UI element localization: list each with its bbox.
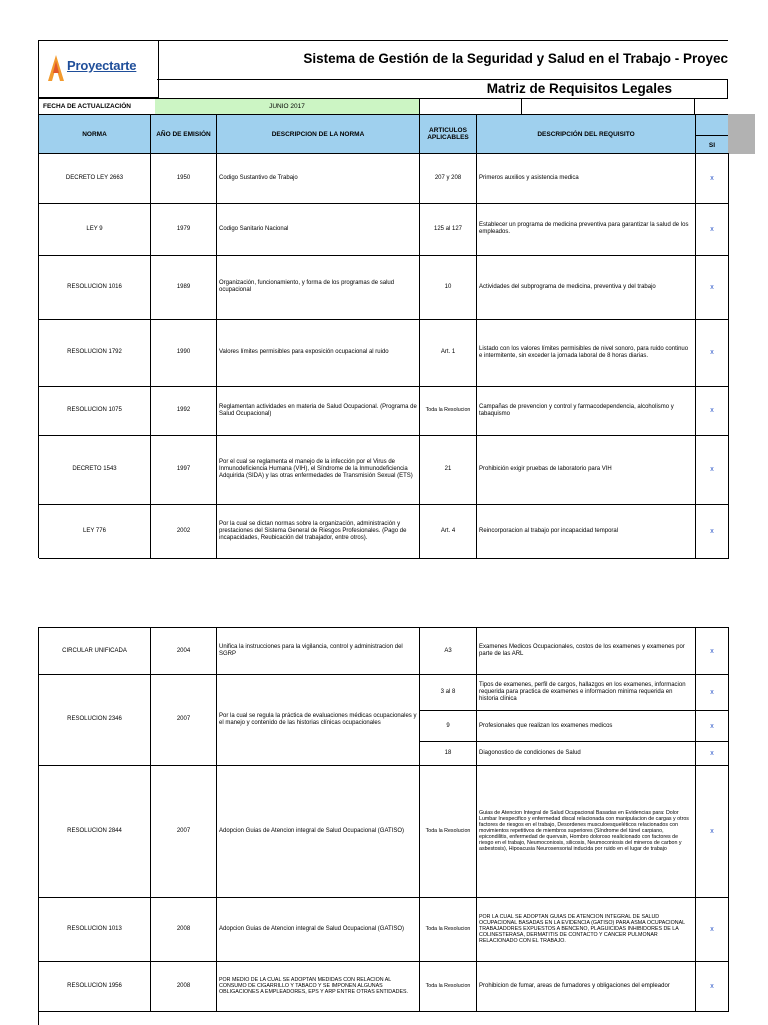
si-cell: x [696, 711, 729, 742]
si-subheader-line [696, 135, 728, 136]
proyectarte-logo-icon [45, 53, 67, 83]
requisito-cell: Campañas de prevencion y control y farmacodependencia, alcoholismo y tabaquismo [477, 386, 696, 435]
anio-cell: 2008 [151, 897, 217, 961]
norma-cell: LEY 776 [39, 504, 151, 558]
norma-cell: DECRETO LEY 2663 [39, 153, 151, 203]
requisito-cell: Tipos de examenes, perfil de cargos, hallazgos en los examenes, informacion requerida para practica de examenes e informacion minima requerida en historia clinica [477, 674, 696, 711]
norma-cell: CIRCULAR UNIFICADA [39, 628, 151, 674]
articulos-cell: 125 al 127 [420, 203, 477, 255]
anio-cell: 1950 [151, 153, 217, 203]
sheet-scroll-tab [728, 114, 755, 154]
articulos-cell: A3 [420, 628, 477, 674]
divider [521, 99, 522, 114]
articulos-cell: Toda la Resolucion [420, 386, 477, 435]
descripcion-cell: Codigo Sustantivo de Trabajo [217, 153, 420, 203]
descripcion-cell: Por el cual se reglamenta el manejo de la infección por el Virus de Inmunodeficiencia Humana (VIH), el Síndrome de la Inmunodeficiencia Adquirida (SIDA) y las otras enfermedades de Transmisión Sexual (ETS) [217, 435, 420, 504]
norma-cell: RESOLUCION 2346 [39, 674, 151, 765]
norma-cell: DECRETO 1543 [39, 435, 151, 504]
descripcion-cell: Adopcion Guias de Atencion integral de Salud Ocupacional (GATISO) [217, 765, 420, 897]
requisito-cell: Primeros auxilios y asistencia medica [477, 153, 696, 203]
si-cell: x [696, 961, 729, 1011]
table-row [39, 765, 729, 898]
articulos-cell: 21 [420, 435, 477, 504]
norma-cell: RESOLUCION 1075 [39, 386, 151, 435]
si-cell: x [696, 319, 729, 386]
document-subtitle: Matriz de Requisitos Legales [486, 81, 672, 96]
requisito-cell: Reincorporacion al trabajo por incapacidad temporal [477, 504, 696, 558]
descripcion-cell: Codigo Sanitario Nacional [217, 203, 420, 255]
descripcion-cell: Adopcion Guias de Atencion integral de Salud Ocupacional (GATISO) [217, 897, 420, 961]
anio-cell: 1979 [151, 203, 217, 255]
document-title: Sistema de Gestión de la Seguridad y Salud en el Trabajo - Proyec [303, 51, 728, 66]
table-row [39, 897, 729, 962]
requisito-cell: POR LA CUAL SE ADOPTAN GUIAS DE ATENCION INTEGRAL DE SALUD OCUPACIONAL BASADAS EN LA EVIDENCIA (GATISO) PARA ASMA OCUPACIONAL TRABAJADORES EXPUESTOS A BENCENO, PLAGUICIDAS INHIBIDORES DE LA COLINESTERASA, DERMATITIS DE CONTACTO Y CANCER PULMONAR RELACIONADO CON EL TRABAJO. [477, 897, 696, 961]
logo-cell [38, 41, 159, 98]
articulos-cell: Art. 1 [420, 319, 477, 386]
articulos-cell: 207 y 208 [420, 153, 477, 203]
norma-cell: RESOLUCION 1016 [39, 255, 151, 319]
norma-cell: RESOLUCION 1013 [39, 897, 151, 961]
articulos-cell: Toda la Resolucion [420, 765, 477, 897]
table-row [39, 504, 729, 559]
descripcion-cell: POR MEDIO DE LA CUAL SE ADOPTAN MEDIDAS CON RELACION AL CONSUMO DE CIGARRILLO Y TABACO Y SE IMPONEN ALGUNAS OBLIGACIONES A EMPLEADORES, EPS Y ARP ENTRE OTRAS ENTIDADES. [217, 961, 420, 1011]
anio-cell: 2002 [151, 504, 217, 558]
articulos-cell: 3 al 8 [420, 674, 477, 711]
col-norma: NORMA [38, 115, 151, 153]
requirements-table-part2 [38, 627, 729, 1025]
update-date-value: JUNIO 2017 [155, 99, 420, 114]
si-cell: x [696, 674, 729, 711]
anio-cell: 2008 [151, 961, 217, 1011]
table-row [39, 674, 729, 766]
table-row [39, 319, 729, 387]
update-date-row [38, 98, 728, 115]
si-cell: x [696, 435, 729, 504]
requirements-table-part1 [38, 153, 729, 558]
anio-cell: 2007 [151, 674, 217, 765]
col-articulos: ARTICULOS APLICABLES [420, 115, 477, 153]
requisito-cell: Prohibición exigir pruebas de laboratorio para VIH [477, 435, 696, 504]
requisito-cell: Diagonostico de condiciones de Salud [477, 742, 696, 765]
norma-cell: RESOLUCION 1956 [39, 961, 151, 1011]
descripcion-cell: Unifica la instrucciones para la vigilancia, control y administracion del SGRP [217, 628, 420, 674]
norma-cell: LEY 9 [39, 203, 151, 255]
si-cell: x [696, 153, 729, 203]
title-divider [157, 79, 728, 80]
document-header [38, 40, 728, 99]
articulos-cell: Art. 4 [420, 504, 477, 558]
anio-cell: 1989 [151, 255, 217, 319]
table-row [39, 961, 729, 1012]
col-descripcion: DESCRIPCION DE LA NORMA [217, 115, 420, 153]
table-row [39, 628, 729, 675]
si-cell: x [696, 504, 729, 558]
table-header [38, 114, 728, 154]
descripcion-cell: Por la cual se regula la práctica de evaluaciones médicas ocupacionales y el manejo y contenido de las historias clínicas ocupacionales [217, 674, 420, 765]
header-right-border [727, 79, 728, 99]
articulos-cell: 9 [420, 711, 477, 742]
requisito-cell: Prohibicion de fumar, areas de fumadores y obligaciones del empleador [477, 961, 696, 1011]
divider [694, 99, 695, 114]
table-row [39, 153, 729, 204]
anio-cell: 1992 [151, 386, 217, 435]
descripcion-cell: Organización, funcionamiento, y forma de los programas de salud ocupacional [217, 255, 420, 319]
logo-text: Proyectarte [67, 58, 137, 73]
norma-cell: RESOLUCION 1792 [39, 319, 151, 386]
si-cell: x [696, 765, 729, 897]
requisito-cell: Guias de Atencion Integral de Salud Ocupacional Basadas en Evidencias para: Dolor Lumbar Inespecifico y enfermedad discal relacionada con manipulacion de cargas y otros factores de riesgos en el trabajo, Desordenes musculoesqueléticos relacionados con movimientos repetitivos de miembros superiores (Síndrome del túnel carpiano, epicondilitis, enfermedad de quervain, Hombro doloroso realicionado con factores de riesgo en el trabajo, Neumoconiosis, silicosis, Neumoconiosis del mineros de carbon y asbestosis), Hipoacusia Neurosensorial inducida por ruido en el lugar de trabajo [477, 765, 696, 897]
articulos-cell: 18 [420, 742, 477, 765]
descripcion-cell: Valores límites permisibles para exposición ocupacional al ruido [217, 319, 420, 386]
anio-cell: 1990 [151, 319, 217, 386]
si-cell: x [696, 897, 729, 961]
anio-cell: 2007 [151, 765, 217, 897]
articulos-cell: Toda la Resolucion [420, 961, 477, 1011]
requisito-cell: Examenes Medicos Ocupacionales, costos de los examenes y examenes por parte de las ARL [477, 628, 696, 674]
table-row [39, 255, 729, 320]
si-cell: x [696, 255, 729, 319]
col-si: SI [708, 142, 716, 149]
si-cell: x [696, 628, 729, 674]
si-cell: x [696, 742, 729, 765]
descripcion-cell: Por la cual se dictan normas sobre la organización, administración y prestaciones del Sistema General de Riesgos Profesionales. (Pago de incapacidades, Reubicación del trabajador, entre otros). [217, 504, 420, 558]
update-date-label: FECHA DE ACTUALIZACIÓN [38, 99, 156, 114]
table-row [39, 386, 729, 436]
requisito-cell: Listado con los valores límites permisibles de nivel sonoro, para ruido continuo e intermitente, sin exceder la jornada laboral de 8 horas diarias. [477, 319, 696, 386]
si-cell: x [696, 386, 729, 435]
table-row [39, 203, 729, 256]
descripcion-cell: Reglamentan actividades en materia de Salud Ocupacional. (Programa de Salud Ocupacional) [217, 386, 420, 435]
articulos-cell: 10 [420, 255, 477, 319]
table-row [39, 435, 729, 505]
requisito-cell: Actividades del subprograma de medicina, preventiva y del trabajo [477, 255, 696, 319]
anio-cell: 2004 [151, 628, 217, 674]
requisito-cell: Establecer un programa de medicina preventiva para garantizar la salud de los empleados. [477, 203, 696, 255]
si-cell: x [696, 203, 729, 255]
col-anio: AÑO DE EMISIÓN [151, 115, 217, 153]
norma-cell: RESOLUCION 2844 [39, 765, 151, 897]
requisito-cell: Profesionales que realizan los examenes medicos [477, 711, 696, 742]
articulos-cell: Toda la Resolucion [420, 897, 477, 961]
col-requisito: DESCRIPCIÓN DEL REQUISITO [477, 115, 696, 153]
anio-cell: 1997 [151, 435, 217, 504]
